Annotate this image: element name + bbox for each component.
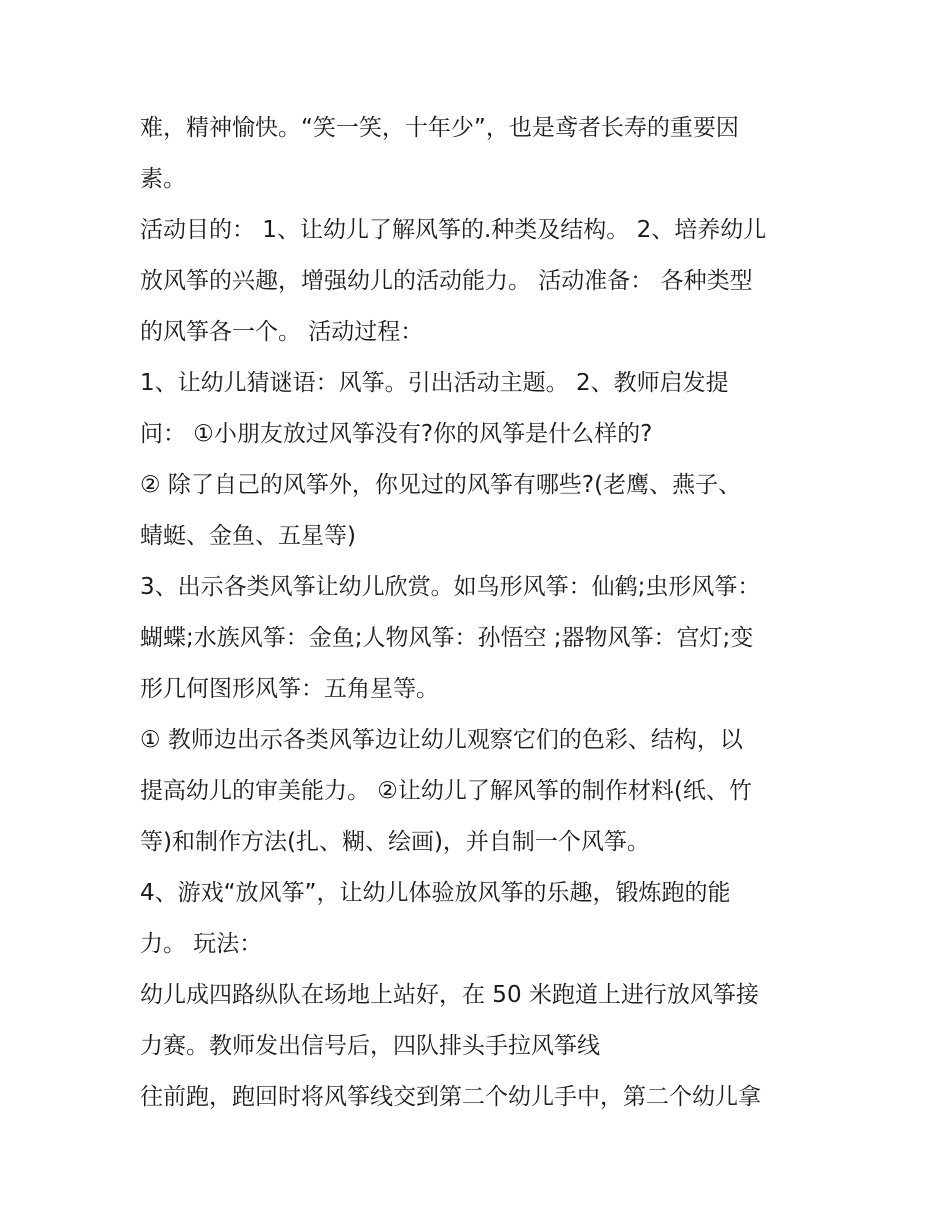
text-line: 4、游戏“放风筝”，让幼儿体验放风筝的乐趣，锻炼跑的能 (140, 880, 731, 906)
text-line: 蜻蜓、金鱼、五星等) (140, 523, 356, 549)
text-line: 等)和制作方法(扎、糊、绘画)，并自制一个风筝。 (140, 829, 650, 855)
text-line: 3、出示各类风筝让幼儿欣赏。如鸟形风筝：仙鹤;虫形风筝： (140, 574, 761, 600)
text-line: 的风筝各一个。 活动过程： (140, 319, 424, 345)
text-line: 难，精神愉快。“笑一笑，十年少”，也是鸢者长寿的重要因 (140, 115, 739, 141)
text-line: 放风筝的兴趣，增强幼儿的活动能力。 活动准备： 各种类型 (140, 268, 753, 294)
text-line: 力。 玩法： (140, 931, 263, 957)
text-line: 活动目的： 1、让幼儿了解风筝的.种类及结构。 2、培养幼儿 (140, 217, 767, 243)
text-line: 1、让幼儿猜谜语：风筝。引出活动主题。 2、教师启发提 (140, 370, 729, 396)
text-line: ② 除了自己的风筝外，你见过的风筝有哪些?(老鹰、燕子、 (140, 472, 742, 498)
text-line: ① 教师边出示各类风筝边让幼儿观察它们的色彩、结构，以 (140, 727, 743, 753)
text-line: 力赛。教师发出信号后，四队排头手拉风筝线 (140, 1033, 600, 1059)
text-line: 蝴蝶;水族风筝：金鱼;人物风筝：孙悟空 ;器物风筝：宫灯;变 (140, 625, 754, 651)
text-line: 幼儿成四路纵队在场地上站好，在 50 米跑道上进行放风筝接 (140, 982, 759, 1008)
text-line: 往前跑，跑回时将风筝线交到第二个幼儿手中，第二个幼儿拿 (140, 1084, 761, 1110)
text-line: 素。 (140, 166, 186, 192)
text-line: 形几何图形风筝：五角星等。 (140, 676, 439, 702)
document-body (140, 103, 830, 1123)
text-line: 提高幼儿的审美能力。 ②让幼儿了解风筝的制作材料(纸、竹 (140, 778, 752, 804)
text-line: 问： ①小朋友放过风筝没有?你的风筝是什么样的? (140, 421, 653, 447)
